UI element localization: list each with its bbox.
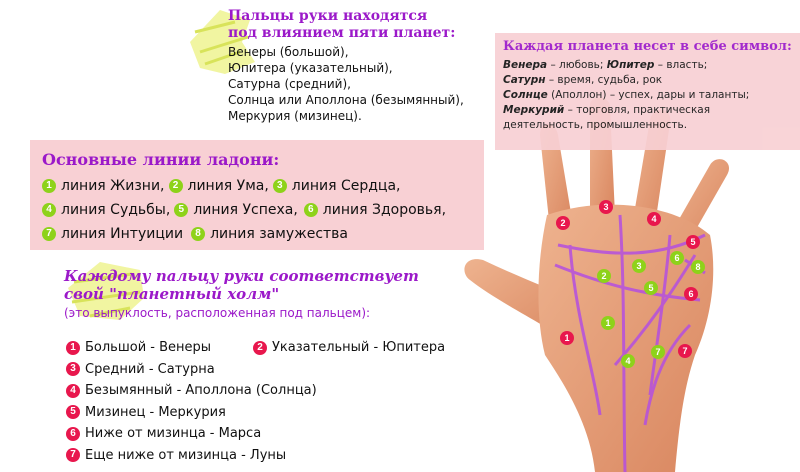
symbols-section — [495, 33, 800, 150]
palm-lines-list — [42, 174, 472, 246]
hill-row-1 — [66, 337, 486, 359]
symbols-list — [503, 58, 792, 133]
hill-badge-2: 2 — [253, 341, 267, 355]
svg-text:7: 7 — [655, 347, 661, 357]
hill-badge-1: 1 — [66, 341, 80, 355]
line-badge-4: 4 — [42, 203, 56, 217]
svg-text:5: 5 — [648, 283, 654, 293]
symbol-line-2: Сатурн – время, судьба, рок — [503, 74, 663, 86]
hill-label-3: Средний - Сатурна — [85, 361, 215, 377]
line-label-3: линия Сердца, — [291, 178, 401, 194]
line-label-1: линия Жизни, — [61, 178, 165, 194]
symbol-line-1: Венера – любовь; Юпитер – власть; — [503, 59, 708, 71]
hill-badge-3: 3 — [66, 362, 80, 376]
line-badge-6: 6 — [304, 203, 318, 217]
svg-text:2: 2 — [601, 271, 607, 281]
svg-text:2: 2 — [560, 218, 566, 228]
hill-badge-4: 4 — [66, 384, 80, 398]
hill-row-3 — [66, 359, 486, 381]
hill-row-4 — [66, 380, 486, 402]
symbols-title: Каждая планета несет в себе символ: — [503, 39, 792, 54]
line-badge-7: 7 — [42, 227, 56, 241]
planet-item-saturn: Сатурна (средний), — [228, 77, 351, 91]
hill-row-5 — [66, 402, 486, 424]
palm-lines-section — [30, 140, 484, 250]
planets-title-line2: под влиянием пяти планет: — [228, 25, 456, 41]
hill-row-7 — [66, 445, 486, 467]
line-label-6: линия Здоровья, — [322, 202, 447, 218]
svg-text:3: 3 — [603, 202, 609, 212]
hills-section — [64, 267, 464, 321]
palm-lines-row-3 — [42, 222, 472, 246]
hill-label-7: Еще ниже от мизинца - Луны — [85, 447, 287, 463]
line-label-5: линия Успеха, — [193, 202, 298, 218]
symbol-line-5: деятельность, промышленность. — [503, 119, 688, 131]
palm-illustration — [455, 95, 800, 472]
symbol-line-4: Меркурий – торговля, практическая — [503, 104, 711, 116]
hills-title-line1: Каждому пальцу руки соответствует — [64, 267, 419, 285]
hill-badge-5: 5 — [66, 405, 80, 419]
planet-item-sun: Солнца или Аполлона (безымянный), — [228, 93, 464, 107]
hill-label-2: Указательный - Юпитера — [272, 340, 446, 355]
svg-text:7: 7 — [682, 346, 688, 356]
palm-lines-row-2 — [42, 198, 472, 222]
svg-text:3: 3 — [636, 261, 642, 271]
hill-badge-7: 7 — [66, 448, 80, 462]
line-label-2: линия Ума, — [187, 178, 269, 194]
line-label-8: линия замужества — [210, 226, 349, 242]
hill-row-6 — [66, 423, 486, 445]
hill-label-4: Безымянный - Аполлона (Солнца) — [85, 383, 317, 398]
palm-lines-title: Основные линии ладони: — [42, 150, 280, 169]
hill-label-5: Мизинец - Меркурия — [85, 404, 226, 420]
hill-label-1: Большой - Венеры — [85, 340, 212, 355]
svg-text:6: 6 — [674, 253, 680, 263]
svg-text:8: 8 — [695, 262, 701, 272]
symbol-line-3: Солнце (Аполлон) – успех, дары и таланты; — [503, 89, 750, 101]
line-badge-5: 5 — [174, 203, 188, 217]
hill-badge-6: 6 — [66, 427, 80, 441]
planet-item-mercury: Меркурия (мизинец). — [228, 109, 362, 123]
hills-list — [66, 337, 486, 466]
line-badge-3: 3 — [273, 179, 287, 193]
planet-item-venus: Венеры (большой), — [228, 45, 349, 59]
svg-text:5: 5 — [690, 237, 696, 247]
svg-text:4: 4 — [651, 214, 657, 224]
line-label-4: линия Судьбы, — [61, 202, 171, 218]
planets-title-line1: Пальцы руки находятся — [228, 8, 428, 24]
svg-text:1: 1 — [605, 318, 611, 328]
line-label-7: линия Интуиции — [61, 226, 184, 242]
svg-text:4: 4 — [625, 356, 631, 366]
planet-item-jupiter: Юпитера (указательный), — [228, 61, 393, 75]
hills-title-line2: свой "планетный холм" — [64, 285, 280, 303]
svg-text:1: 1 — [564, 333, 570, 343]
line-badge-2: 2 — [169, 179, 183, 193]
palm-lines-row-1 — [42, 174, 472, 198]
svg-text:6: 6 — [688, 289, 694, 299]
hill-label-6: Ниже от мизинца - Марса — [85, 426, 262, 441]
line-badge-8: 8 — [191, 227, 205, 241]
line-badge-1: 1 — [42, 179, 56, 193]
hills-subtitle: (это выпуклость, расположенная под пальцем): — [64, 306, 371, 320]
